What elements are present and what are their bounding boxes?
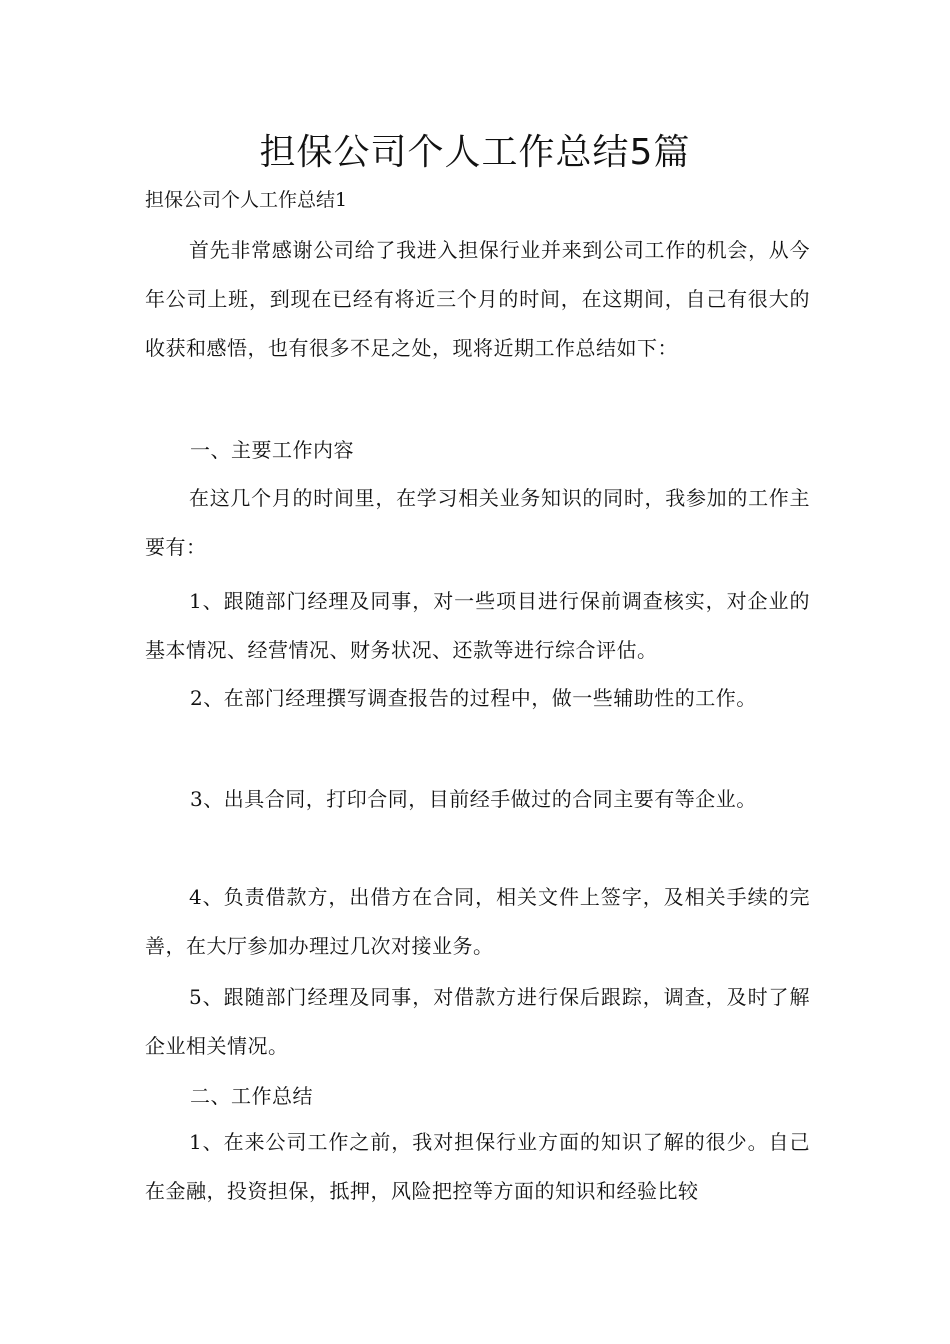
summary1-paragraph: 1、在来公司工作之前，我对担保行业方面的知识了解的很少。自己在金融，投资担保，抵押，风险把控等方面的知识和经验比较	[145, 1130, 810, 1203]
item2-paragraph: 2、在部门经理撰写调查报告的过程中，做一些辅助性的工作。	[190, 686, 757, 710]
item4-paragraph: 4、负责借款方，出借方在合同，相关文件上签字，及相关手续的完善，在大厅参加办理过几次对接业务。	[145, 885, 810, 958]
intro-paragraph: 首先非常感谢公司给了我进入担保行业并来到公司工作的机会，从今年公司上班，到现在已经有将近三个月的时间，在这期间，自己有很大的收获和感悟，也有很多不足之处，现将近期工作总结如下：	[145, 238, 810, 360]
section1-heading: 一、主要工作内容	[190, 438, 354, 462]
document-title: 担保公司个人工作总结5篇	[259, 132, 691, 173]
item3-paragraph: 3、出具合同，打印合同，目前经手做过的合同主要有等企业。	[190, 787, 757, 811]
document-subtitle: 担保公司个人工作总结1	[145, 189, 348, 211]
item5-paragraph: 5、跟随部门经理及同事，对借款方进行保后跟踪，调查，及时了解企业相关情况。	[145, 985, 810, 1058]
section2-heading: 二、工作总结	[190, 1084, 313, 1108]
item1-paragraph: 1、跟随部门经理及同事，对一些项目进行保前调查核实，对企业的基本情况、经营情况、财务状况、还款等进行综合评估。	[145, 589, 810, 662]
section1-intro-paragraph: 在这几个月的时间里，在学习相关业务知识的同时，我参加的工作主要有：	[145, 486, 810, 559]
